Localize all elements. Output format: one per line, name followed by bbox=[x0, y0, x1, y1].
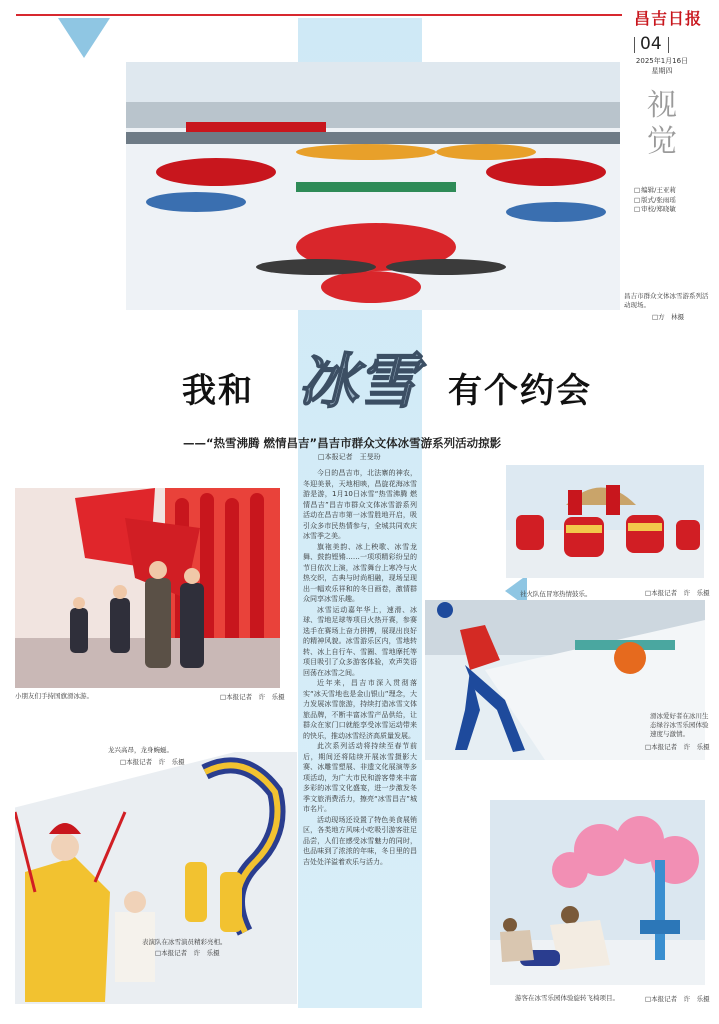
photo-byline-right-top: □本报记者 许 乐摄 bbox=[645, 589, 710, 597]
credit-proofreader: □ 审校/郑晓敏 bbox=[634, 205, 676, 215]
masthead-logo: 昌吉日报 bbox=[634, 9, 703, 28]
photo-kids-skating-flags bbox=[15, 488, 280, 688]
photo-drum-troupe bbox=[506, 465, 704, 578]
issue-weekday: 星期四 bbox=[651, 67, 673, 75]
photo-byline-top: □方 林摄 bbox=[652, 313, 685, 321]
photo-opera-dragon bbox=[15, 752, 297, 1004]
photo-ice-square-performance bbox=[126, 62, 620, 310]
body-paragraph: 冰雪运动嘉年华上，速滑、冰球、雪地足球等项目火热开赛，参赛选手在赛场上奋力拼搏，展现出良好的精神风貌。冰雪游乐区内，雪地转转、冰上自行车、雪圈、雪地摩托等项目吸引了众多游客体验，欢声笑语回荡在冰雪之间。 bbox=[303, 605, 417, 677]
body-paragraph: 此次系列活动将持续至春节前后，期间还将陆续开展冰雪摄影大赛、冰雕雪塑展、非遗文化展演等多项活动，为广大市民和游客带来丰富多彩的冰雪文化盛宴，进一步激发冬季文旅消费活力，擦亮“冰雪昌吉”城市名片。 bbox=[303, 742, 417, 813]
photo-byline-right-mid: □本报记者 许 乐摄 bbox=[645, 743, 710, 751]
credit-layout: □ 版式/张雨瑶 bbox=[634, 196, 676, 206]
headline-subtitle: ——“热雪沸腾 燃情昌吉”昌吉市群众文体冰雪游系列活动掠影 bbox=[183, 436, 502, 450]
photo-byline-left-bottom: □本报记者 许 乐摄 bbox=[155, 949, 220, 957]
headline-art-text bbox=[272, 336, 444, 424]
photo-byline-left-small: □本报记者 许 乐摄 bbox=[120, 758, 185, 766]
page-number: 04 bbox=[640, 34, 662, 54]
article-body bbox=[303, 468, 417, 1008]
issue-date: 2025年1月16日 bbox=[635, 57, 689, 65]
photo-caption-left-mid: 小朋友们手持国旗滑冰游。 bbox=[15, 692, 93, 700]
photo-byline-right-bottom: □本报记者 许 乐摄 bbox=[645, 995, 710, 1003]
article-author: □本报记者 王旻玢 bbox=[318, 453, 381, 461]
section-title: 视觉 bbox=[647, 88, 677, 159]
photo-caption-left-small: 龙兴高昂，龙身蜿蜒。 bbox=[108, 746, 173, 754]
photo-caption-right-mid: 滑冰爱好者在冰川生态绿谷冰雪乐园体验速度与激情。 bbox=[650, 712, 709, 738]
body-paragraph: 活动现场还设置了特色美食展销区，各类地方风味小吃吸引游客驻足品尝，人们在感受冰雪魅力的同时，也品味到了浓浓的年味，冬日里的昌吉处处洋溢着欢乐与活力。 bbox=[303, 815, 417, 866]
body-paragraph: 今日的昌吉市，北法寨的神农，冬迎美景，天地相映，昌旋花海冰雪游是游，1月10日冰雪“热雪沸腾 燃情昌吉”昌吉市群众文体冰雪游系列活动在昌吉市第一冰雪胜地开启，吸引众多市民热情参与，全城共同欢庆冰雪季之美。 bbox=[303, 469, 417, 540]
photo-caption-left-bottom: 表演队在冰雪演员精彩亮相。 bbox=[142, 938, 227, 946]
photo-byline-left-mid: □本报记者 许 乐摄 bbox=[220, 693, 285, 701]
body-paragraph: 旗袍美韵、冰上秧歌、冰雪龙舞、鼓韵铿锵……一项项精彩纷呈的节目依次上演，冰雪舞台上寒冷与火热交织，古典与时尚相融，现场呈现出一幅欢乐祥和的冬日画卷，激情群众同享冰雪乐趣。 bbox=[303, 542, 417, 603]
credit-editor: □ 编辑/王亚莉 bbox=[634, 186, 676, 196]
body-paragraph: 近年来，昌吉市深入贯彻落实“冰天雪地也是金山银山”理念，大力发展冰雪旅游，持续打造冰雪文体旅品牌，不断丰富冰雪产品供给，让群众在家门口就能享受冰雪运动带来的快乐，推动冰雪经济高质量发展。 bbox=[303, 679, 417, 740]
editor-credits bbox=[634, 186, 676, 215]
photo-swing-tree bbox=[490, 800, 705, 985]
headline-prefix: 我和 bbox=[182, 371, 254, 411]
headline-art-glyphs: 冰雪 bbox=[298, 347, 418, 417]
photo-caption-top: 昌吉市群众文体冰雪游系列活动现场。 bbox=[624, 292, 709, 309]
header-rule bbox=[16, 14, 622, 16]
decor-triangle bbox=[58, 18, 110, 58]
headline-suffix: 有个约会 bbox=[448, 371, 592, 411]
photo-caption-right-top: 社火队伍冒寒热情鼓乐。 bbox=[520, 590, 592, 598]
photo-caption-right-bottom: 游客在冰雪乐园体验旋转飞椅项目。 bbox=[515, 994, 619, 1002]
